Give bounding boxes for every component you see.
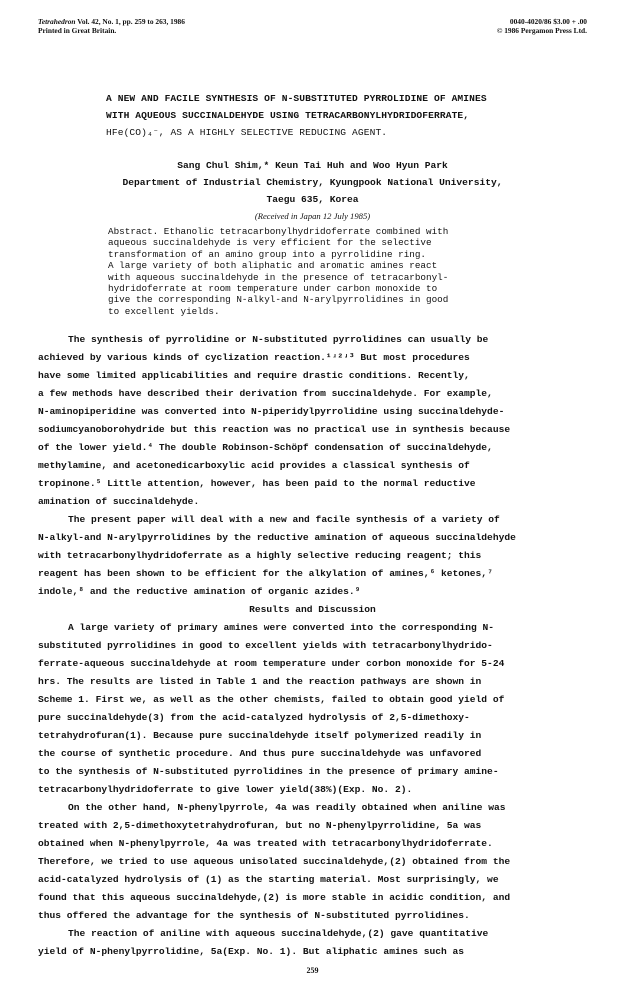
body-line: pure succinaldehyde(3) from the acid-catalyzed hydrolysis of 2,5-dimethoxy- [38,712,470,723]
body-line: The present paper will deal with a new and facile synthesis of a variety of [68,514,500,525]
abstract-line: transformation of an amino group into a pyrrolidine ring. [108,248,427,260]
body-line: acid-catalyzed hydrolysis of (1) as the starting material. Most surprisingly, we [38,874,499,885]
body-line: sodiumcyanoborohydride but this reaction was no practical use in synthesis because [38,424,511,435]
abstract-line: aqueous succinaldehyde is very efficient for the selective [108,237,432,249]
body-line: The reaction of aniline with aqueous succinaldehyde,(2) gave quantitative [68,928,489,939]
title-line-1: A NEW AND FACILE SYNTHESIS OF N-SUBSTITUTED PYRROLIDINE OF AMINES [106,93,487,104]
body-line: tropinone.⁵ Little attention, however, has been paid to the normal reductive [38,478,476,489]
body-line: methylamine, and acetonedicarboxylic acid provides a classical synthesis of [38,460,470,471]
journal-volume: Vol. 42, No. 1, pp. 259 to 263, 1986 [75,17,185,26]
results-section [38,619,606,961]
body-line: achieved by various kinds of cyclization reaction.¹ʴ²ʴ³ But most procedures [38,352,470,363]
abstract-line: hydridoferrate at room temperature under carbon monoxide to [108,283,438,295]
issn-code: 0040-4020/86 $3.00 + .00 [509,17,587,26]
body-line: On the other hand, N-phenylpyrrole, 4a was readily obtained when aniline was [68,802,506,813]
body-line: N-alkyl-and N-arylpyrrolidines by the reductive amination of aqueous succinaldehyde [38,532,516,543]
abstract-line: give the corresponding N-alkyl-and N-arylpyrrolidines in good [108,294,449,306]
body-line: The synthesis of pyrrolidine or N-substituted pyrrolidines can usually be [68,334,489,345]
body-line: obtained when N-phenylpyrrole, 4a was treated with tetracarbonylhydridoferrate. [38,838,493,849]
abstract-line: A large variety of both aliphatic and aromatic amines react [108,260,438,272]
authors: Sang Chul Shim,* Keun Tai Huh and Woo Hyun Park [177,160,448,171]
body-line: with tetracarbonylhydridoferrate as a highly selective reducing reagent; this [38,550,482,561]
journal-name: Tetrahedron [38,17,76,26]
copyright-notice: © 1986 Pergamon Press Ltd. [496,26,587,35]
affiliation: Department of Industrial Chemistry, Kyungpook National University, [122,177,503,188]
body-line: yield of N-phenylpyrrolidine, 5a(Exp. No. 1). But aliphatic amines such as [38,946,465,957]
body-line: of the lower yield.⁴ The double Robinson-Schöpf condensation of succinaldehyde, [38,442,493,453]
body-line: have some limited applicabilities and require drastic conditions. Recently, [38,370,470,381]
abstract-line: Abstract. Ethanolic tetracarbonylhydridoferrate combined with [108,226,449,237]
body-line: treated with 2,5-dimethoxytetrahydrofuran, but no N-phenylpyrrolidine, 5a was [38,820,482,831]
body-line: tetrahydrofuran(1). Because pure succinaldehyde itself polymerized readily in [38,730,482,741]
body-line: ferrate-aqueous succinaldehyde at room temperature under corbon monoxide for 5-24 [38,658,505,669]
body-line: N-aminopiperidine was converted into N-piperidylpyrrolidine using succinaldehyde- [38,406,505,417]
body-line: the course of synthetic procedure. And thus pure succinaldehyde was unfavored [38,748,482,759]
title-line-2: WITH AQUEOUS SUCCINALDEHYDE USING TETRACARBONYLHYDRIDOFERRATE, [106,110,470,121]
body-line: Therefore, we tried to use aqueous unisolated succinaldehyde,(2) obtained from the [38,856,511,867]
body-line: substituted pyrrolidines in good to excellent yields with tetracarbonylhydrido- [38,640,493,651]
page-number: 259 [306,966,319,975]
abstract [108,226,448,317]
section-heading: Results and Discussion [249,604,376,615]
journal-citation [38,17,185,26]
body-line: indole,⁸ and the reductive amination of organic azides.⁹ [38,586,361,597]
body-line: thus offered the advantage for the synthesis of N-substituted pyrrolidines. [38,910,470,921]
body-line: amination of succinaldehyde. [38,496,200,507]
body-line: a few methods have described their derivation from succinaldehyde. For example, [38,388,493,399]
city: Taegu 635, Korea [266,194,359,205]
body-line: A large variety of primary amines were converted into the corresponding N- [68,622,495,633]
body-line: hrs. The results are listed in Table 1 and the reaction pathways are shown in [38,676,482,687]
received-date: (Received in Japan 12 July 1985) [254,211,371,221]
body-line: tetracarbonylhydridoferrate to give lower yield(38%)(Exp. No. 2). [38,784,413,795]
title-line-3: HFe(CO)₄⁻, AS A HIGHLY SELECTIVE REDUCING AGENT. [106,127,388,138]
body-line: to the synthesis of N-substituted pyrrolidines in the presence of primary amine- [38,766,499,777]
abstract-line: with aqueous succinaldehyde in the presence of tetracarbonyl- [108,271,449,283]
body-line: found that this aqueous succinaldehyde,(2) is more stable in acidic condition, and [38,892,511,903]
abstract-line: to excellent yields. [108,305,220,317]
printed-in: Printed in Great Britain. [38,26,117,35]
body-line: reagent has been shown to be efficient for the alkylation of amines,⁶ ketones,⁷ [38,568,493,579]
introduction [38,331,606,601]
body-line: Scheme 1. First we, as well as the other chemists, failed to obtain good yield of [38,694,505,705]
